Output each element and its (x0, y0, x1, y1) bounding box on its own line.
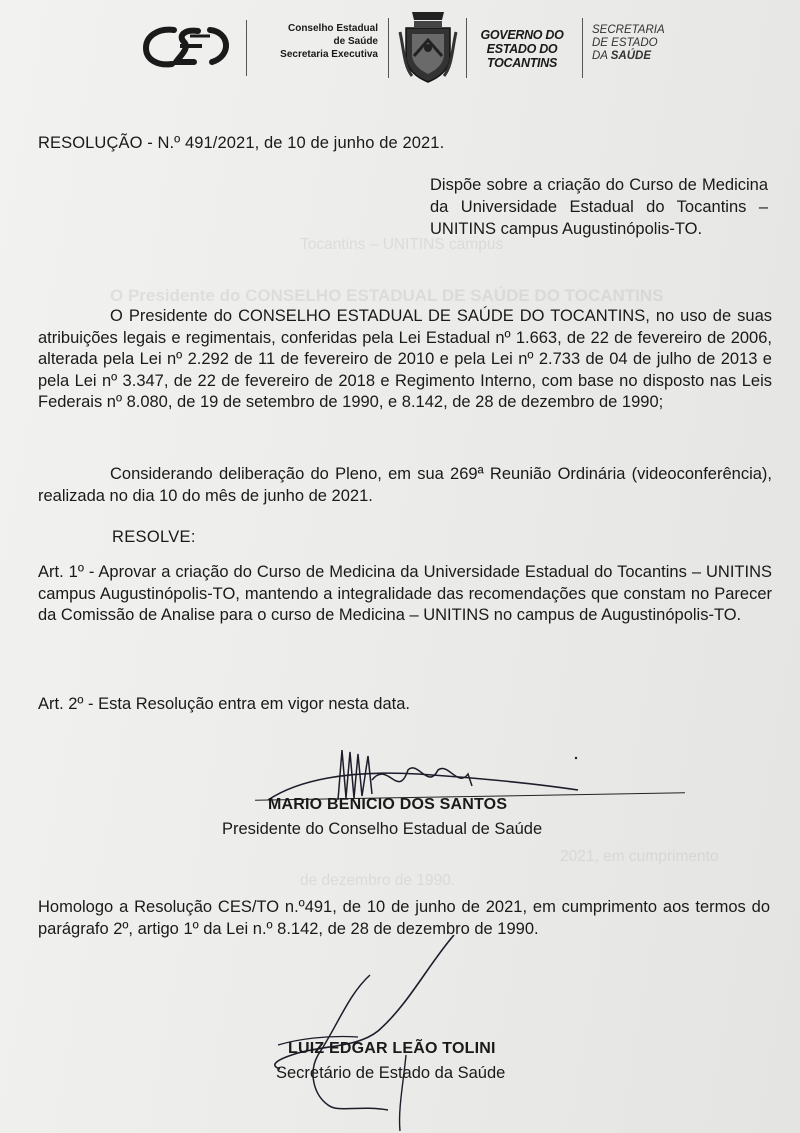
state-coat-of-arms-icon (398, 10, 458, 84)
homologation-paragraph: Homologo a Resolução CES/TO n.º491, de 10 de junho de 2021, em cumprimento aos termos do parágrafo 2º, artigo 1º da Lei n.º 8.142, de 28 de dezembro de 1990. (38, 898, 770, 938)
president-title: Presidente do Conselho Estadual de Saúde (222, 820, 543, 838)
article-2: Art. 2º - Esta Resolução entra em vigor nesta data. (38, 695, 410, 713)
resolution-title: RESOLUÇÃO - N.º 491/2021, de 10 de junho de 2021. (38, 134, 445, 152)
article-1: Art. 1º - Aprovar a criação do Curso de Medicina da Universidade Estadual do Tocantins – UNITINS campus Augustinópolis-TO, mantendo a integralidade das recomendações que constam no Parecer da Comissão de Analise para o curso de Medicina – UNITINS no campus de Augustinópolis-TO. (38, 563, 772, 624)
signature-secretary-icon (258, 935, 458, 1133)
header-divider (582, 18, 583, 78)
secretariat-name: SECRETARIA DE ESTADO DA SAÚDE (592, 24, 665, 62)
secretary-name: LUIZ EDGAR LEÃO TOLINI (288, 1040, 496, 1057)
secretary-title: Secretário de Estado da Saúde (276, 1064, 506, 1082)
bleed-through-text: de dezembro de 1990. (300, 872, 456, 889)
bleed-through-text: O Presidente do CONSELHO ESTADUAL DE SAÚDE DO TOCANTINS (110, 286, 664, 305)
ces-logo-icon (140, 22, 236, 72)
header-divider (466, 18, 467, 78)
considering-paragraph: Considerando deliberação do Pleno, em sua 269ª Reunião Ordinária (videoconferência), realizada no dia 10 do mês de junho de 2021. (38, 465, 772, 505)
letterhead (140, 8, 700, 86)
bleed-through-text: 2021, em cumprimento (560, 848, 719, 865)
preamble-paragraph: O Presidente do CONSELHO ESTADUAL DE SAÚDE DO TOCANTINS, no uso de suas atribuições legais e regimentais, conferidas pela Lei Estadual nº 1.663, de 22 de fevereiro de 2006, alterada pela Lei nº 2.292 de 11 de fevereiro de 2010 e pela Lei nº 2.733 de 04 de julho de 2013 e pela Lei nº 3.347, de 22 de fevereiro de 2018 e Regimento Interno, com base no disposto nas Leis Federais nº 8.080, de 19 de setembro de 1990, e 8.142, de 28 de dezembro de 1990; (38, 307, 772, 411)
header-divider (246, 20, 247, 76)
resolve-heading: RESOLVE: (112, 528, 196, 546)
resolution-summary: Dispõe sobre a criação do Curso de Medicina da Universidade Estadual do Tocantins – UNITINS campus Augustinópolis-TO. (430, 176, 768, 238)
bleed-through-text: Tocantins – UNITINS campus (300, 236, 504, 253)
header-divider (388, 18, 389, 78)
president-name: MARIO BENICIO DOS SANTOS (268, 796, 508, 813)
council-name: Conselho Estadual de Saúde Secretaria Executiva (280, 23, 378, 60)
government-name: GOVERNO DO ESTADO DO TOCANTINS (480, 28, 564, 70)
